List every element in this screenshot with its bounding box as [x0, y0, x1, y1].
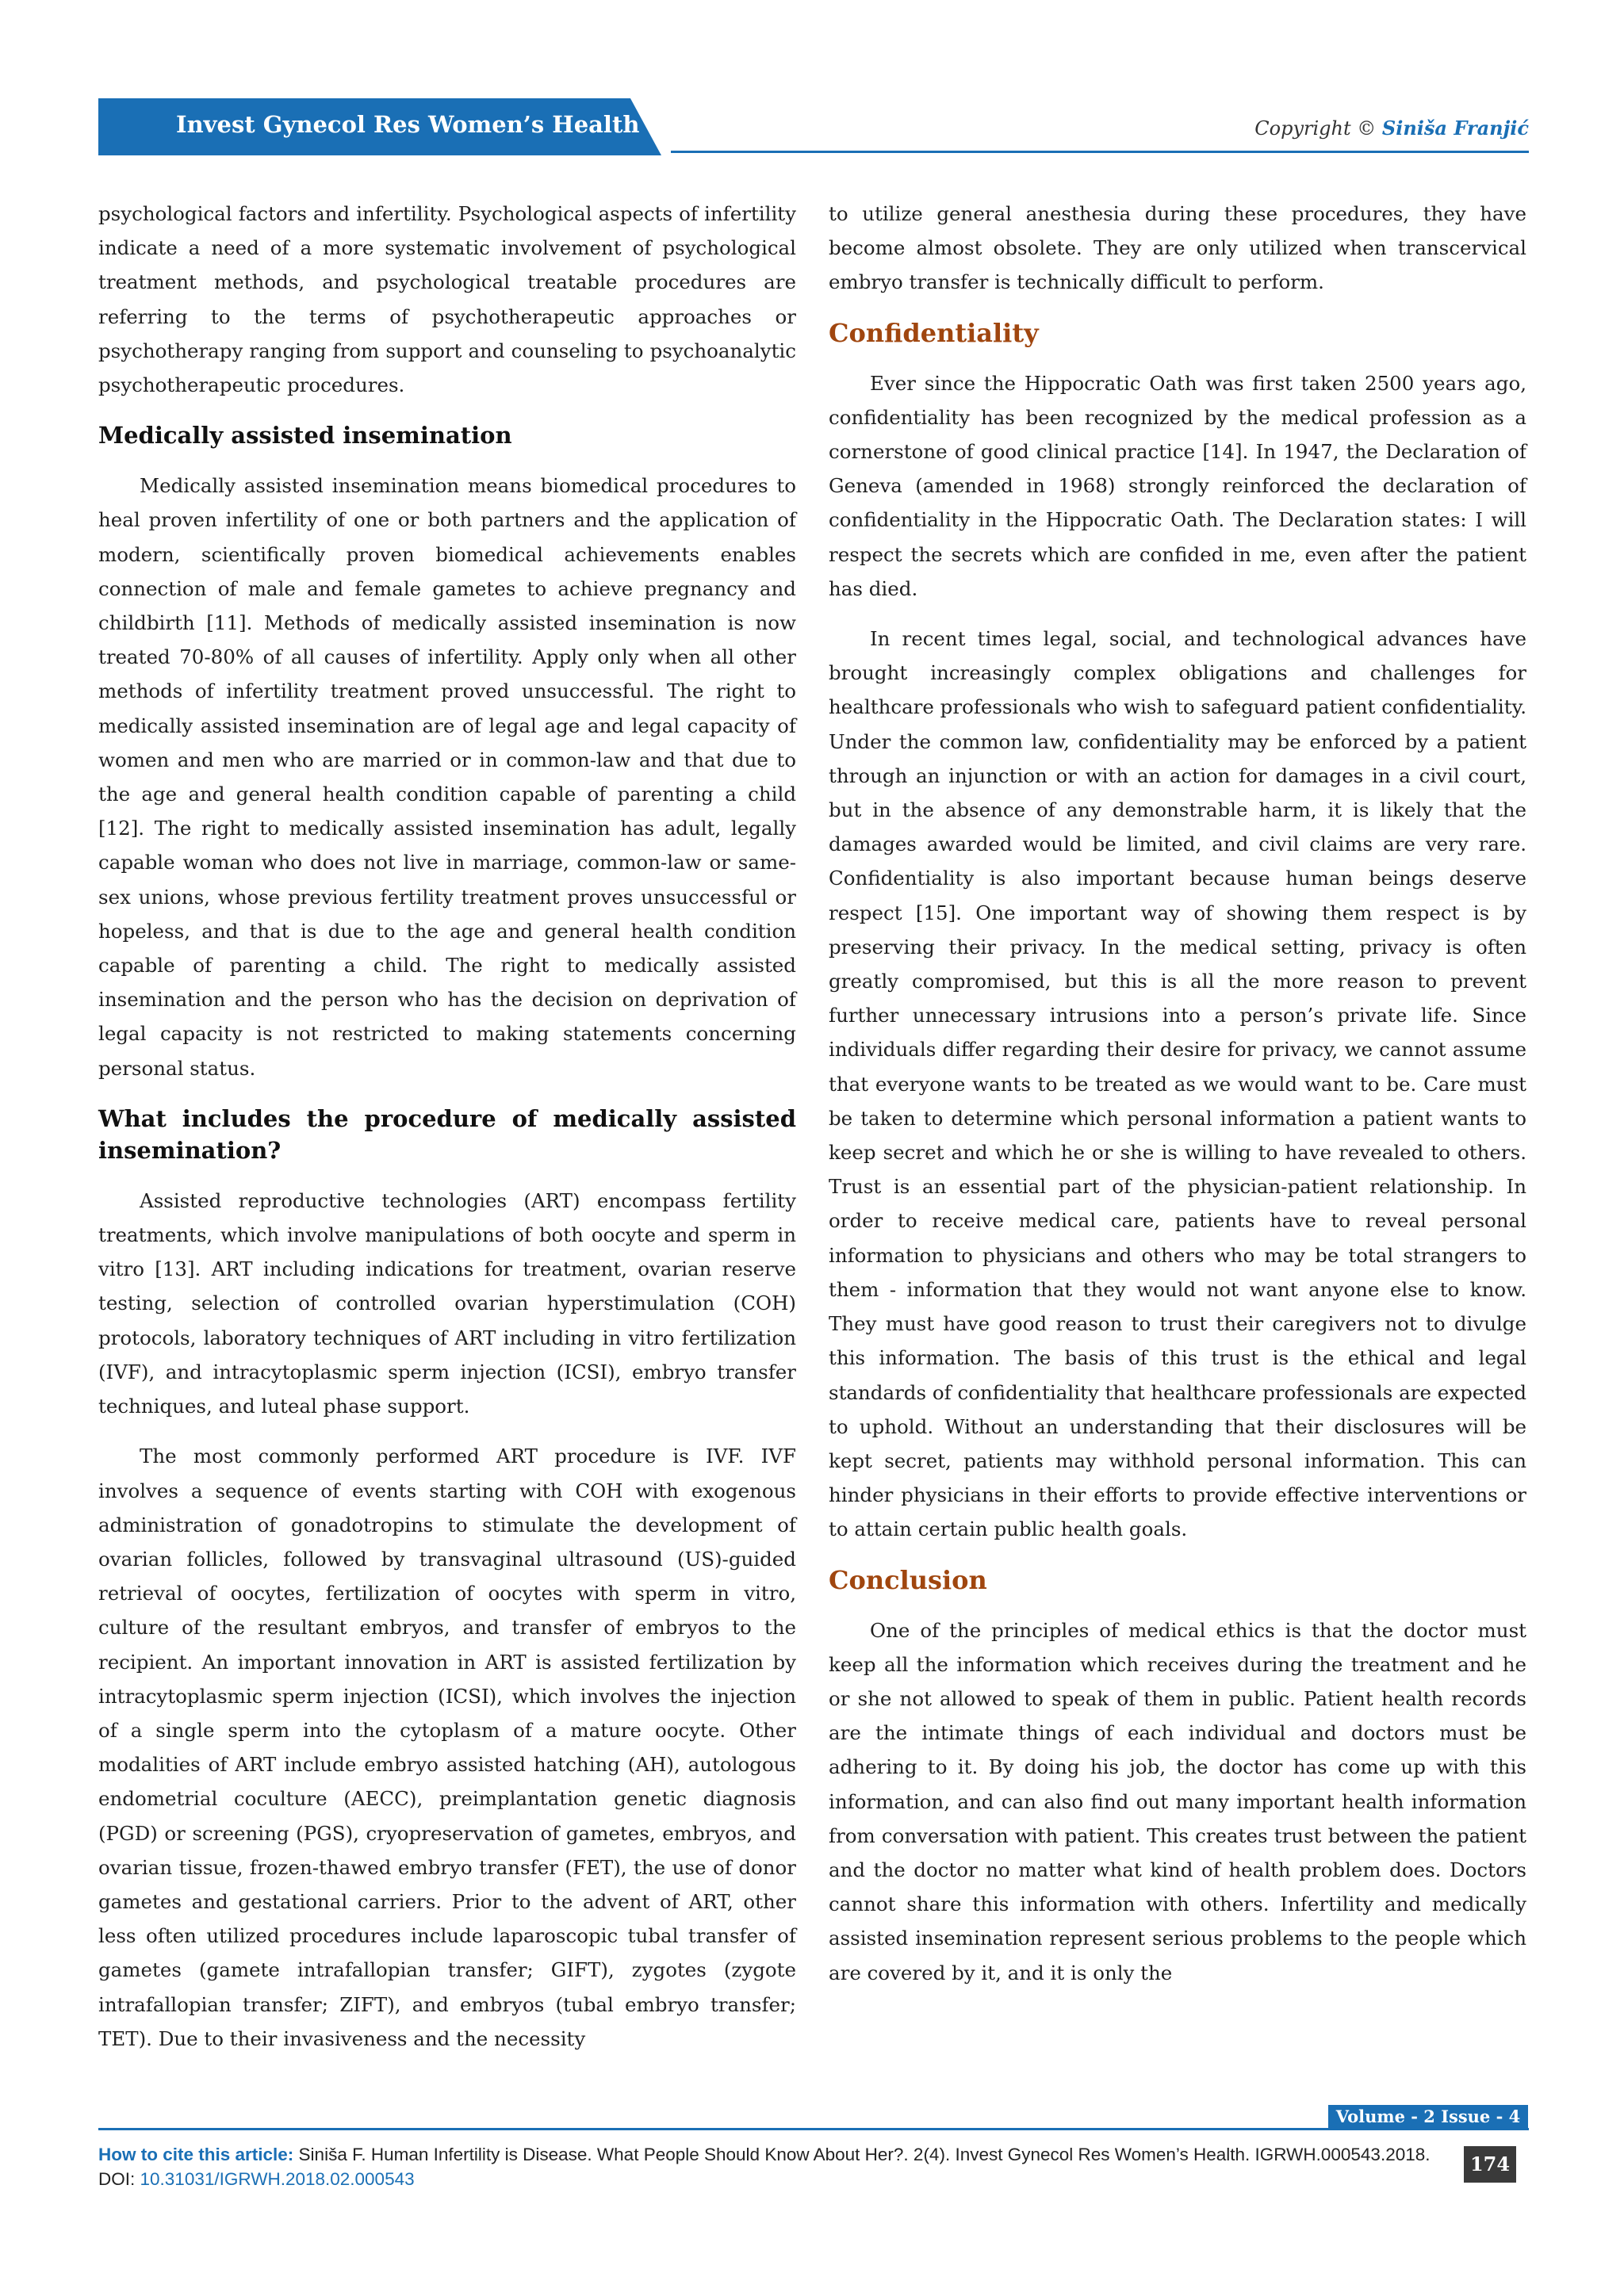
- page-number: 174: [1464, 2146, 1516, 2183]
- paragraph: to utilize general anesthesia during these procedures, they have become almost obsolete. They are only utilized when transcervical embryo transfer is technically difficult to perform.: [829, 202, 1526, 294]
- paragraph: The most commonly performed ART procedure is IVF. IVF involves a sequence of events starting with COH with exogenous administration of gonadotropins to stimulate the development of ovarian follicles, followed by transvaginal ultrasound (US)-guided retrieval of oocytes, fertilization of oocytes with sperm in vitro, culture of the resultant embryos, and transfer of embryos to the recipient. An important innovation in ART is assisted fertilization by intracytoplasmic sperm injection (ICSI), which involves the injection of a single sperm into the cytoplasm of a mature oocyte. Other modalities of ART include embryo assisted hatching (AH), autologous endometrial coculture (AECC), preimplantation genetic diagnosis (PGD) or screening (PGS), cryopreservation of gametes, embryos, and ovarian tissue, frozen-thawed embryo transfer (FET), the use of donor gametes and gestational carriers. Prior to the advent of ART, other less often utilized procedures include laparoscopic tubal transfer of gametes (gamete intrafallopian transfer; GIFT), zygotes (zygote intrafallopian transfer; ZIFT), and embryos (tubal embryo transfer; TET). Due to their invasiveness and the necessity: [98, 1445, 796, 2050]
- section-heading-conclusion: Conclusion: [829, 1564, 987, 1595]
- volume-issue-badge: Volume - 2 Issue - 4: [1328, 2105, 1528, 2129]
- section-heading-confidentiality: Confidentiality: [829, 317, 1039, 348]
- copyright-notice: [1254, 117, 1529, 140]
- paragraph: Ever since the Hippocratic Oath was first taken 2500 years ago, confidentiality has been recognized by the medical profession as a cornerstone of good clinical practice [14]. In 1947, the Declaration of Geneva (amended in 1968) strongly reinforced the declaration of confidentiality in the Hippocratic Oath. The Declaration states: I will respect the secrets which are confided in me, even after the patient has died.: [829, 371, 1526, 600]
- footer-rule: [98, 2128, 1529, 2130]
- left-column: [98, 197, 796, 2072]
- paragraph: One of the principles of medical ethics is that the doctor must keep all the information which receives during the treatment and he or she not allowed to speak of them in public. Patient health records are the intimate things of each individual and doctors must be adhering to it. By doing his job, the doctor has come up with this information, and can also find out many important health information from conversation with patient. This creates trust between the patient and the doctor no matter what kind of health problem does. Doctors cannot share this information with others. Infertility and medically assisted insemination represent serious problems to the people which are covered by it, and it is only the: [829, 1618, 1526, 1984]
- journal-title: Invest Gynecol Res Women’s Health: [176, 111, 640, 138]
- doi-link[interactable]: 10.31031/IGRWH.2018.02.000543: [140, 2169, 415, 2189]
- citation-lead: How to cite this article:: [98, 2145, 294, 2164]
- paragraph: Medically assisted insemination means biomedical procedures to heal proven infertility of one or both partners and the application of modern, scientifically proven biomedical achievements enables connection of male and female gametes to achieve pregnancy and childbirth [11]. Methods of medically assisted insemination is now treated 70-80% of all causes of infertility. Apply only when all other methods of infertility treatment proved unsuccessful. The right to medically assisted insemination are of legal age and legal capacity of women and men who are married or in common-law and that due to the age and general health condition capable of parenting a child [12]. The right to medically assisted insemination has adult, legally capable woman who does not live in marriage, common-law or same-sex unions, whose previous fertility treatment proves unsuccessful or hopeless, and that is due to the age and general health condition capable of parenting a child. The right to medically assisted insemination and the person who has the decision on deprivation of legal capacity is not restricted to making statements concerning personal status.: [98, 474, 796, 1080]
- paragraph: psychological factors and infertility. Psychological aspects of infertility indicate a need of a more systematic involvement of psychological treatment methods, and psychological treatable procedures are referring to the terms of psychotherapeutic approaches or psychotherapy ranging from support and counseling to psychoanalytic psychotherapeutic procedures.: [98, 202, 796, 397]
- citation: [98, 2142, 1431, 2191]
- section-heading-medically-assisted-insemination: Medically assisted insemination: [98, 422, 512, 450]
- right-column: [829, 197, 1526, 2006]
- copyright-author: Siniša Franjić: [1381, 117, 1529, 140]
- paragraph: In recent times legal, social, and technological advances have brought increasingly complex obligations and challenges for healthcare professionals who wish to safeguard patient confidentiality. Under the common law, confidentiality may be enforced by a patient through an injunction or with an action for damages in a civil court, but in the absence of any demonstrable harm, it is likely that the damages awarded would be limited, and civil claims are very rare. Confidentiality is also important because human beings deserve respect [15]. One important way of showing them respect is by preserving their privacy. In the medical setting, privacy is often greatly compromised, but this is all the more reason to prevent further unnecessary intrusions into a person’s private life. Since individuals differ regarding their desire for privacy, we cannot assume that everyone wants to be treated as we would want to be. Care must be taken to determine which personal information a patient wants to keep secret and which he or she is willing to have revealed to others. Trust is an essential part of the physician-patient relationship. In order to receive medical care, patients have to reveal personal information to physicians and others who may be total strangers to them - information that they would not want anyone else to know. They must have good reason to trust their caregivers not to divulge this information. The basis of this trust is the ethical and legal standards of confidentiality that healthcare professionals are expected to uphold. Without an understanding that their disclosures will be kept secret, patients may withhold personal information. This can hinder physicians in their efforts to provide effective interventions or to attain certain public health goals.: [829, 627, 1526, 1541]
- section-heading-procedure: What includes the procedure of medically assisted insemination?: [98, 1104, 796, 1164]
- header-rule: [671, 151, 1529, 153]
- copyright-label: Copyright ©: [1254, 117, 1377, 140]
- citation-text: Siniša F. Human Infertility is Disease. What People Should Know About Her?. 2(4). Invest Gynecol Res Women’s Health. IGRWH.000543.2018. DOI:: [98, 2145, 1431, 2189]
- paragraph: Assisted reproductive technologies (ART) encompass fertility treatments, which involve manipulations of both oocyte and sperm in vitro [13]. ART including indications for treatment, ovarian reserve testing, selection of controlled ovarian hyperstimulation (COH) protocols, laboratory techniques of ART including in vitro fertilization (IVF), and intracytoplasmic sperm injection (ICSI), embryo transfer techniques, and luteal phase support.: [98, 1188, 796, 1418]
